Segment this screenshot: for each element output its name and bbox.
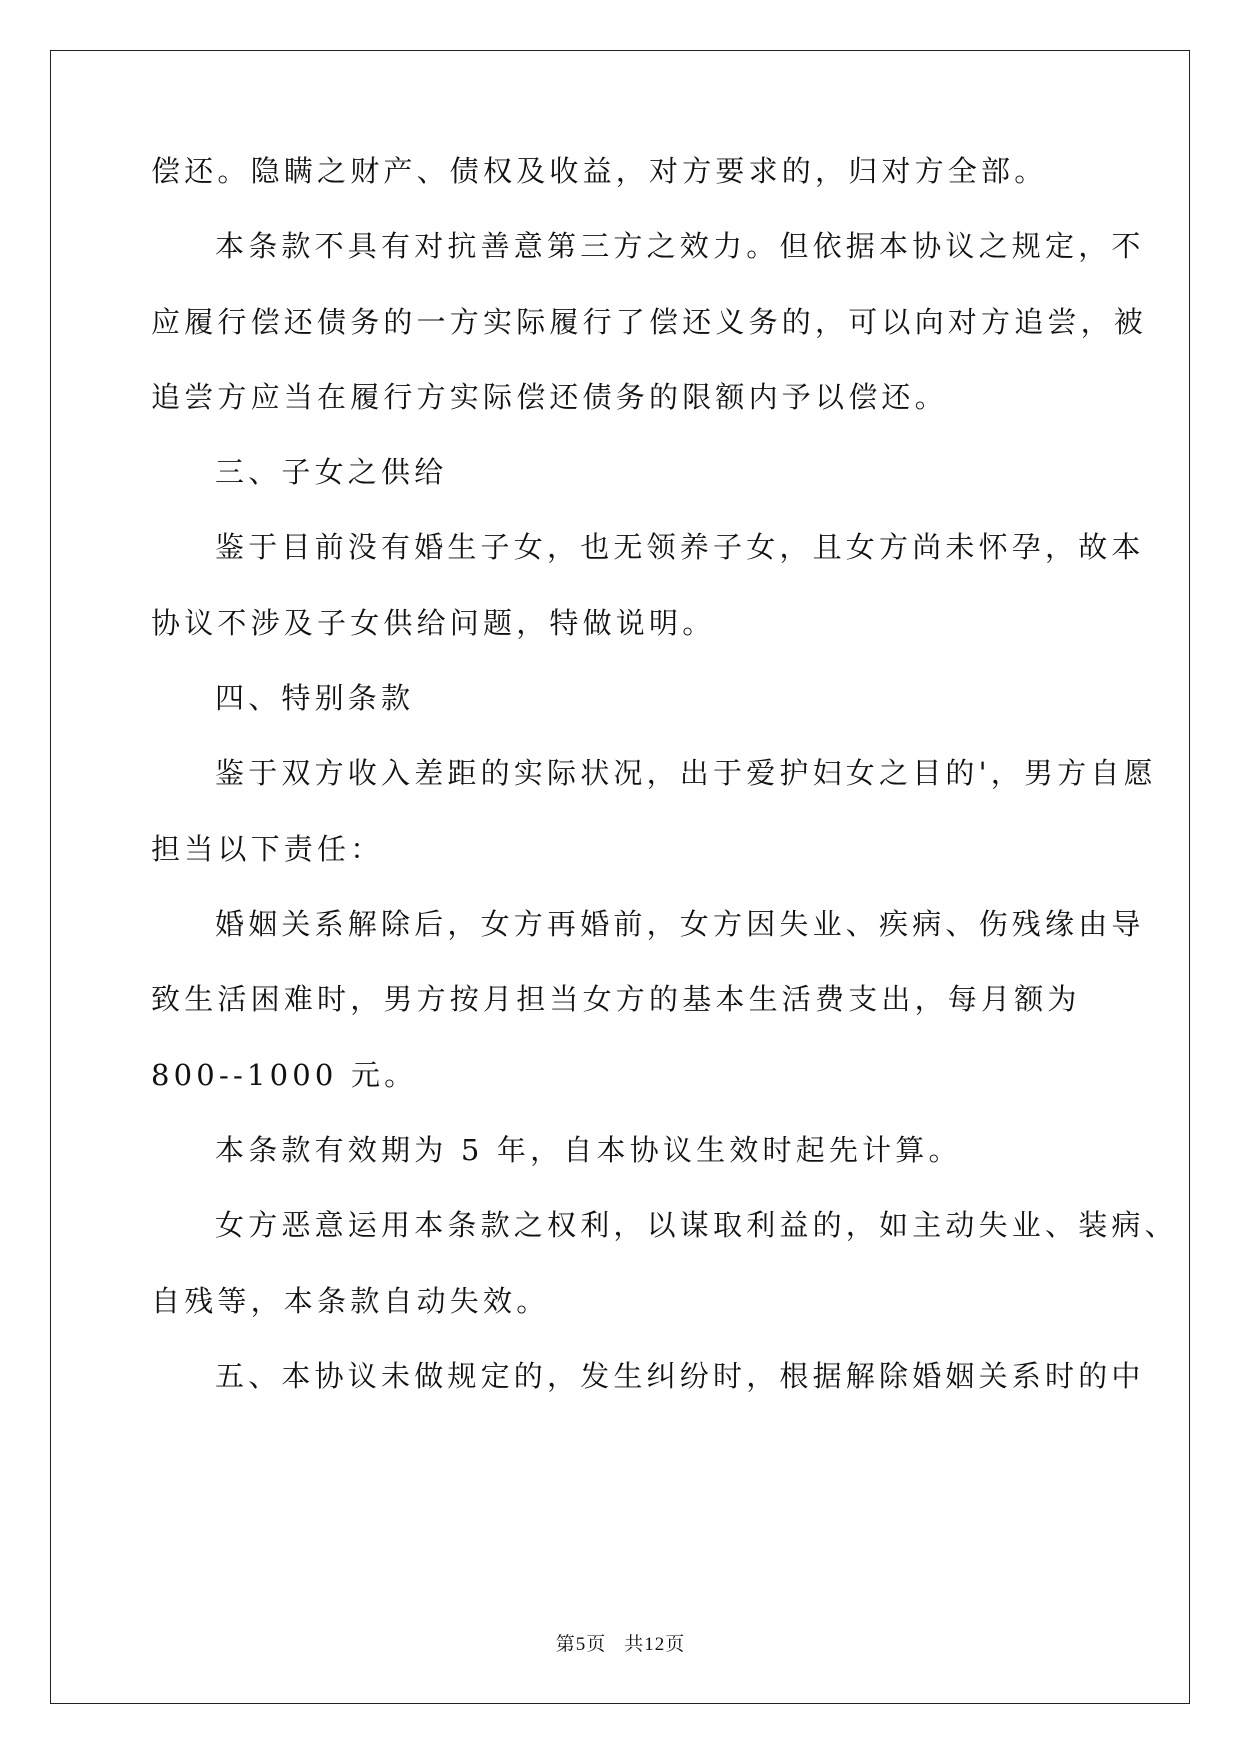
total-prefix: 共 [624, 1633, 645, 1655]
total-suffix: 页 [665, 1633, 686, 1655]
text-line: 本条款不具有对抗善意第三方之效力。但依据本协议之规定，不 [215, 229, 1145, 263]
text-line: 800--1000 元。 [151, 1058, 418, 1092]
text-line: 本条款有效期为 5 年，自本协议生效时起先计算。 [215, 1133, 962, 1167]
section-heading: 三、子女之供给 [215, 455, 448, 489]
text-line: 女方恶意运用本条款之权利，以谋取利益的，如主动失业、装病、 [215, 1208, 1178, 1242]
page-prefix: 第 [555, 1633, 576, 1655]
page-current: 5 [575, 1634, 587, 1655]
section-heading: 四、特别条款 [215, 681, 415, 715]
text-line: 担当以下责任： [151, 832, 384, 866]
text-line: 追尝方应当在履行方实际偿还债务的限额内予以偿还。 [151, 380, 948, 414]
section-heading: 五、本协议未做规定的，发生纠纷时，根据解除婚姻关系时的中 [215, 1359, 1145, 1393]
page-footer [0, 1632, 1241, 1657]
text-line: 协议不涉及子女供给问题，特做说明。 [151, 606, 716, 640]
text-line: 鉴于目前没有婚生子女，也无领养子女，且女方尚未怀孕，故本 [215, 530, 1145, 564]
page-border [50, 50, 1190, 1704]
text-line: 婚姻关系解除后，女方再婚前，女方因失业、疾病、伤残缘由导 [215, 907, 1145, 941]
text-line: 应履行偿还债务的一方实际履行了偿还义务的，可以向对方追尝，被 [151, 305, 1148, 339]
text-line: 鉴于双方收入差距的实际状况，出于爱护妇女之目的'，男方自愿 [215, 756, 1157, 790]
text-line: 偿还。隐瞒之财产、债权及收益，对方要求的，归对方全部。 [151, 154, 1048, 188]
page-suffix: 页 [586, 1633, 607, 1655]
page-total: 12 [644, 1634, 666, 1655]
text-line: 致生活困难时，男方按月担当女方的基本生活费支出，每月额为 [151, 982, 1081, 1016]
text-line: 自残等，本条款自动失效。 [151, 1284, 550, 1318]
